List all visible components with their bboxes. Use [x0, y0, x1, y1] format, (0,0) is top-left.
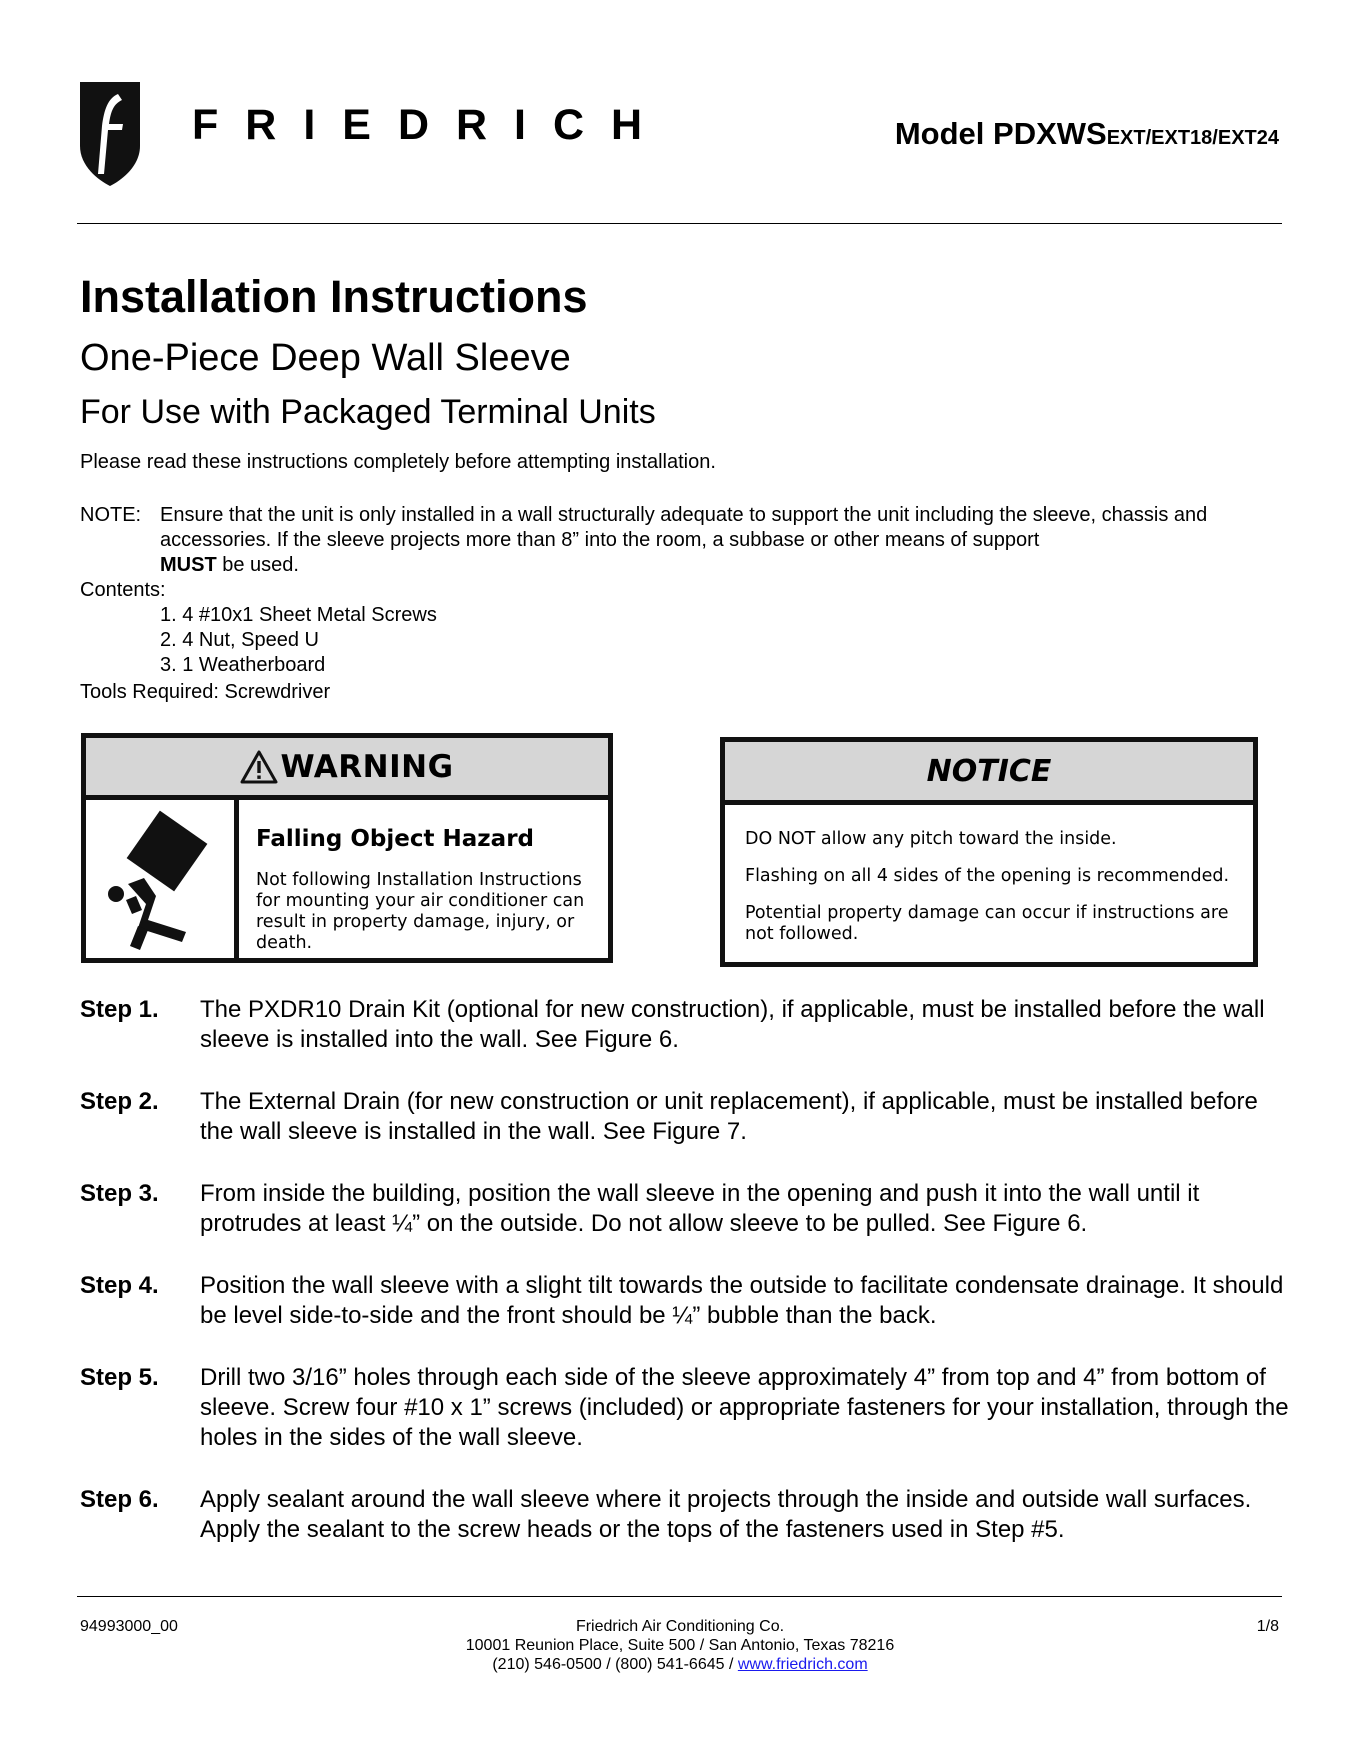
- notice-label: [720, 737, 1258, 967]
- page-subtitle: One-Piece Deep Wall Sleeve: [80, 337, 571, 379]
- notice-line: DO NOT allow any pitch toward the inside.: [745, 829, 1117, 849]
- note-text: [160, 503, 1280, 578]
- friedrich-logo-icon: [78, 80, 142, 188]
- step-label: Step 5.: [80, 1364, 159, 1391]
- contents-item: 3. 1 Weatherboard: [160, 654, 326, 676]
- page-number: 1/8: [1256, 1618, 1279, 1635]
- contents-label: Contents:: [80, 579, 166, 601]
- website-link[interactable]: www.friedrich.com: [737, 1656, 868, 1673]
- model-suffix: EXT/EXT18/EXT24: [1106, 127, 1279, 149]
- step-text: Drill two 3/16” holes through each side of the sleeve approximately 4” from top and 4” from bottom of sleeve. Screw four #10 x 1” screws (included) or appropriate fasteners for your installation, through the holes in the sides of the wall sleeve.: [200, 1364, 1289, 1451]
- notice-header: [725, 742, 1253, 805]
- page-subtitle-secondary: For Use with Packaged Terminal Units: [80, 393, 656, 431]
- notice-line: Flashing on all 4 sides of the opening is recommended.: [745, 866, 1230, 886]
- hazard-title: Falling Object Hazard: [256, 826, 534, 852]
- step-label: Step 4.: [80, 1272, 159, 1299]
- warning-title: WARNING: [280, 748, 454, 785]
- step-label: Step 6.: [80, 1486, 159, 1513]
- footer-divider: [77, 1596, 1282, 1597]
- footer-company-info: [380, 1617, 980, 1674]
- header-divider: [77, 223, 1282, 224]
- notice-title: NOTICE: [926, 753, 1052, 789]
- step-text: From inside the building, position the wall sleeve in the opening and push it into the wall until it protrudes at least ¼” on the outside. Do not allow sleeve to be pulled. See Figure 6.: [200, 1180, 1200, 1237]
- warning-header: [86, 738, 608, 800]
- step-text: The PXDR10 Drain Kit (optional for new construction), if applicable, must be installed before the wall sleeve is installed into the wall. See Figure 6.: [200, 996, 1265, 1053]
- contents-item: 1. 4 #10x1 Sheet Metal Screws: [160, 604, 437, 626]
- step-text: Apply sealant around the wall sleeve where it projects through the inside and outside wall surfaces. Apply the sealant to the screw heads or the tops of the fasteners used in Step #5.: [200, 1486, 1252, 1543]
- brand-name: FRIEDRICH: [192, 101, 670, 149]
- falling-object-icon: [86, 800, 234, 958]
- tools-required: Tools Required: Screwdriver: [80, 681, 331, 703]
- company-contact: [380, 1655, 980, 1674]
- company-name: Friedrich Air Conditioning Co.: [575, 1618, 785, 1635]
- company-phones: (210) 546-0500 / (800) 541-6645 /: [492, 1656, 738, 1673]
- model-number: [895, 118, 1279, 149]
- step-label: Step 2.: [80, 1088, 159, 1115]
- step-label: Step 3.: [80, 1180, 159, 1207]
- company-address: 10001 Reunion Place, Suite 500 / San Antonio, Texas 78216: [465, 1637, 895, 1654]
- warning-triangle-icon: [240, 750, 278, 784]
- page-title: Installation Instructions: [80, 271, 588, 322]
- step-text: Position the wall sleeve with a slight tilt towards the outside to facilitate condensate drainage. It should be level side-to-side and the front should be ¼” bubble than the back.: [200, 1272, 1284, 1329]
- note-body: Ensure that the unit is only installed in a wall structurally adequate to support the unit including the sleeve, chassis and accessories. If the sleeve projects more than 8” into the room, a subbase or other means of support: [160, 504, 1208, 551]
- step-label: Step 1.: [80, 996, 159, 1023]
- document-number: 94993000_00: [80, 1618, 178, 1635]
- note-label: NOTE:: [80, 504, 142, 526]
- notice-line: Potential property damage can occur if instructions are not followed.: [745, 903, 1229, 944]
- warning-label: [81, 733, 613, 963]
- intro-text: Please read these instructions completely before attempting installation.: [80, 451, 716, 473]
- step-text: The External Drain (for new construction or unit replacement), if applicable, must be installed before the wall sleeve is installed in the wall. See Figure 7.: [200, 1088, 1258, 1145]
- note-tail: be used.: [216, 554, 299, 576]
- falling-object-pictogram: [86, 800, 239, 958]
- note-must: MUST: [160, 554, 217, 576]
- contents-item: 2. 4 Nut, Speed U: [160, 629, 319, 651]
- hazard-message: Not following Installation Instructions for mounting your air conditioner can result in property damage, injury, or death.: [256, 870, 585, 953]
- model-main: Model PDXWS: [894, 116, 1107, 151]
